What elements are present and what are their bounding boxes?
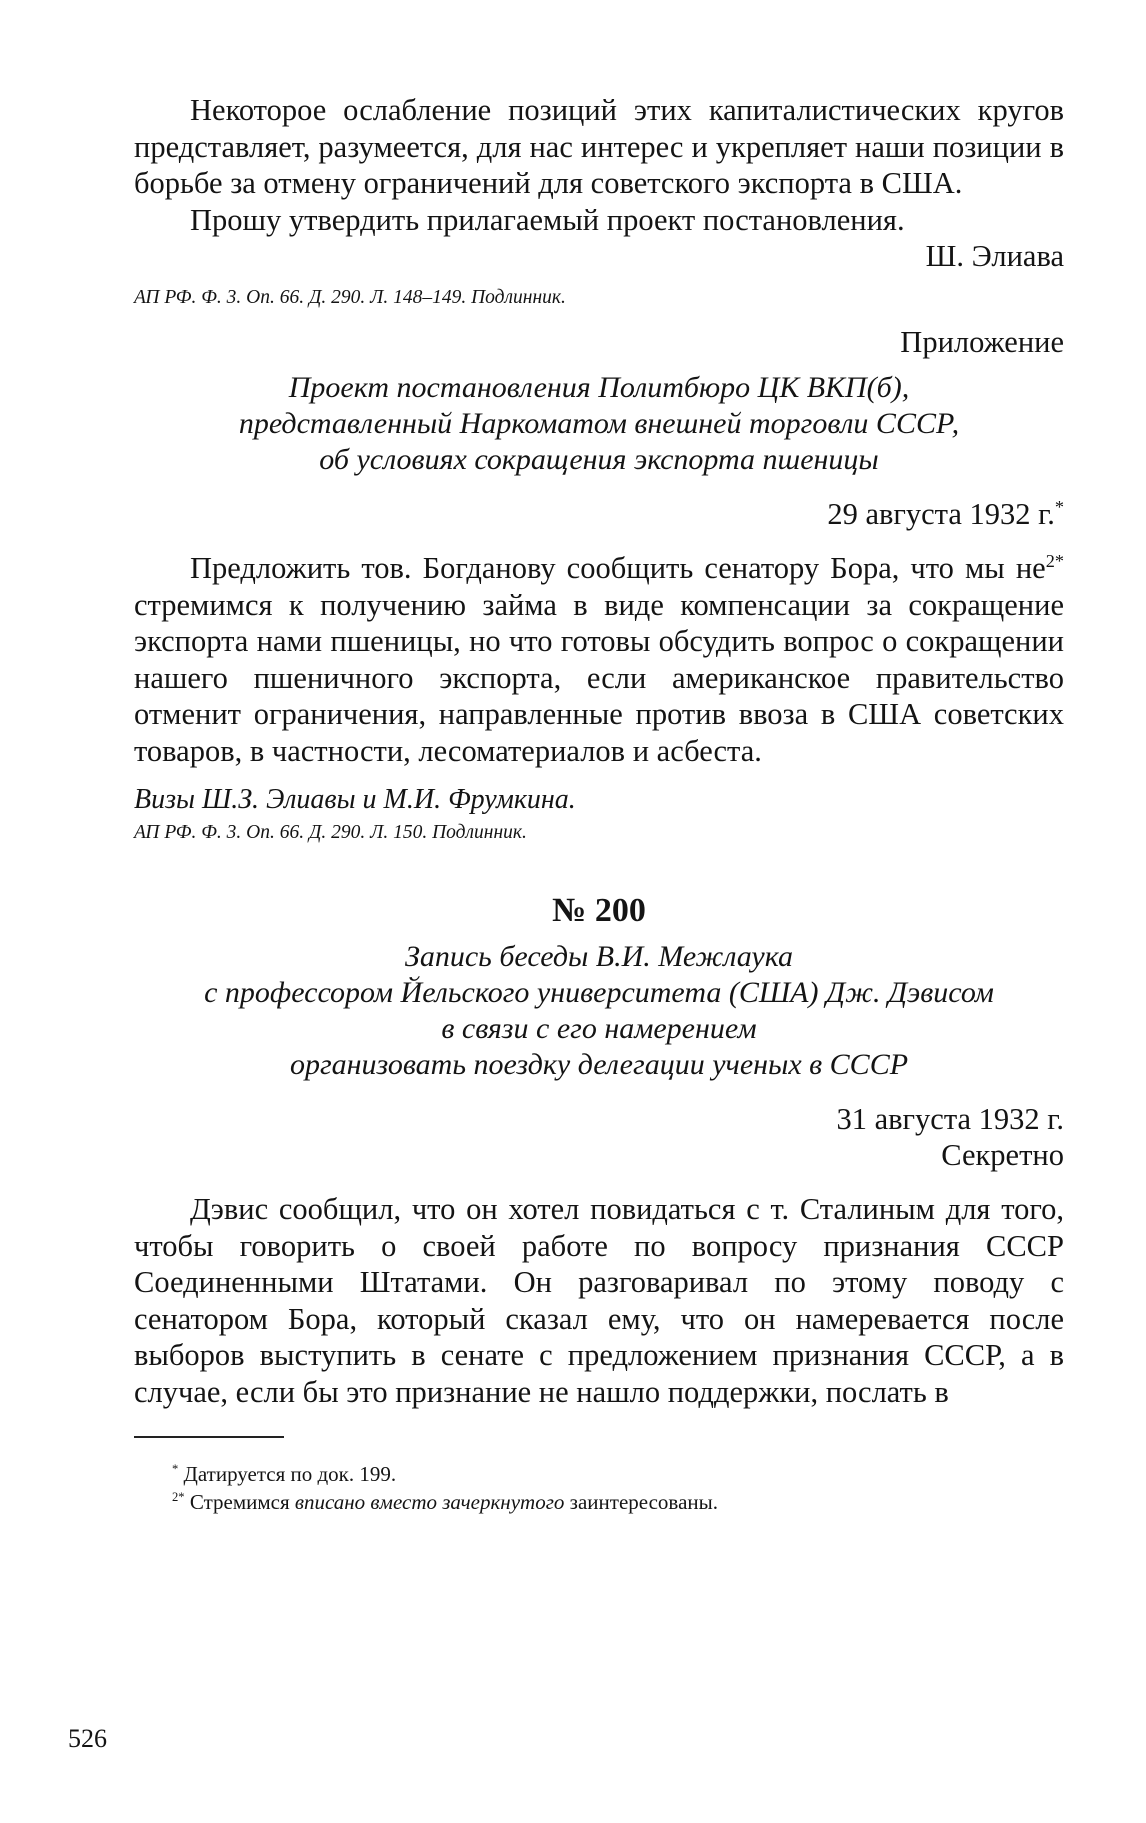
archive-source: АП РФ. Ф. 3. Оп. 66. Д. 290. Л. 148–149. Подлинник. (134, 287, 566, 308)
heading-line: Запись беседы В.И. Межлаука (405, 940, 793, 973)
text-part: Предложить тов. Богданову сообщить сенатору Бора, что мы не (190, 551, 1046, 585)
document-number: № 200 (552, 892, 646, 929)
footnote-tail: заинтересованы. (569, 1490, 718, 1514)
footnote-mark: 2* (1045, 550, 1064, 571)
footnote-word: Стремимся (189, 1490, 290, 1514)
paragraph: Некоторое ослабление позиций этих капиталистических кругов представляет, разумеется, для нас интерес и укрепляет наши позиции в борьбе за отмену ограничений для советского экспорта в США. (134, 93, 1064, 200)
paragraph: Прошу утвердить прилагаемый проект постановления. (190, 202, 905, 237)
appendix-text (134, 550, 1064, 769)
text-part: стремимся к получению займа в виде компенсации за сокращение экспорта нами пшеницы, но что готовы обсудить вопрос о сокращении нашего пшеничного экспорта, если американское правительство отменит ограничения, направленные против ввоза в США советских товаров, в частности, лесоматериалов и асбеста. (134, 587, 1064, 768)
visas: Визы Ш.З. Элиавы и М.И. Фрумкина. (134, 784, 576, 815)
footnote-text: Датируется по док. 199. (183, 1462, 397, 1486)
document-classification: Секретно (941, 1138, 1064, 1172)
document-date: 31 августа 1932 г. (836, 1102, 1064, 1136)
footnote-mark: * (172, 1462, 179, 1476)
footnote-mark: 2* (172, 1490, 185, 1504)
appendix-date (134, 496, 1064, 532)
date-text: 29 августа 1932 г. (827, 497, 1055, 531)
footnote-mark: * (1054, 496, 1064, 517)
document-text: Дэвис сообщил, что он хотел повидаться с т. Сталиным для того, чтобы говорить о своей работе по вопросу признания СССР Соединенными Штатами. Он разговаривал по этому поводу с сенатором Бора, который сказал ему, что он намеревается после выборов выступить в сенате с предложением признания СССР, а в случае, если бы это признание не нашло поддержки, послать в (134, 1192, 1064, 1409)
heading-line: Проект постановления Политбюро ЦК ВКП(б), (288, 371, 910, 404)
footnote-divider (134, 1436, 284, 1438)
appendix-label: Приложение (900, 325, 1064, 359)
heading-line: организовать поездку делегации ученых в СССР (289, 1048, 909, 1081)
signature: Ш. Элиава (925, 239, 1064, 273)
footnote (134, 1488, 1064, 1516)
footnote (134, 1460, 1064, 1488)
heading-line: с профессором Йельского университета (США) Дж. Дэвисом (204, 976, 994, 1009)
heading-line: представленный Наркоматом внешней торговли СССР, (238, 407, 960, 440)
footnote-italic: вписано вместо зачеркнутого (294, 1490, 565, 1514)
page-number: 526 (68, 1724, 107, 1753)
archive-source: АП РФ. Ф. 3. Оп. 66. Д. 290. Л. 150. Подлинник. (134, 822, 527, 843)
document-heading (134, 939, 1064, 1083)
heading-line: в связи с его намерением (441, 1012, 757, 1045)
appendix-heading (134, 370, 1064, 478)
heading-line: об условиях сокращения экспорта пшеницы (319, 443, 879, 476)
